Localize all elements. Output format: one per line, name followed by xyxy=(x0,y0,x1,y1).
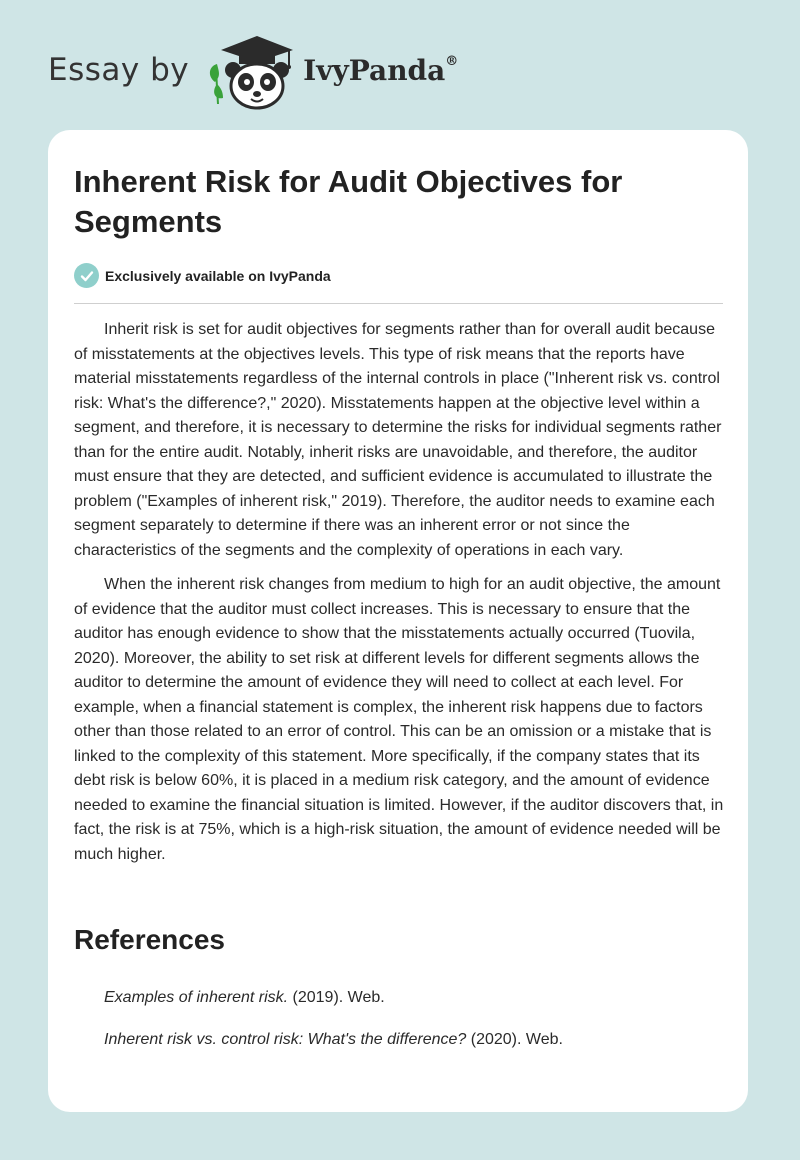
essay-by-label: Essay by xyxy=(48,52,190,88)
site-header xyxy=(48,30,458,110)
reference-title: Examples of inherent risk. xyxy=(104,989,289,1006)
reference-detail: (2020). Web. xyxy=(466,1031,563,1048)
paragraph: When the inherent risk changes from medium to high for an audit objective, the amount of evidence that the auditor must collect increases. This is necessary to ensure that the auditor has enough evidence to show that the misstatements actually occurred (Tuovila, 2020). Moreover, the ability to set risk at different levels for different segments allows the auditor to determine the amount of evidence they will need to collect at each level. For example, when a financial statement is complex, the inherent risk happens due to factors other than those related to an error of control. This can be an omission or a mistake that is linked to the complexity of this statement. More specifically, if the company states that its debt risk is below 60%, it is placed in a medium risk category, and the amount of evidence needed to examine the financial situation is limited. However, if the auditor discovers that, in fact, the risk is at 75%, which is a high-risk situation, the amount of evidence needed will be much higher. xyxy=(74,576,724,863)
divider xyxy=(74,303,723,304)
references-heading: References xyxy=(74,924,225,955)
paragraph: Inherit risk is set for audit objectives for segments rather than for overall audit because of misstatements at the objectives levels. This type of risk means that the reports have material misstatements regardless of the internal controls in place ("Inherent risk vs. control risk: What's the difference?," 2020). Misstatements happen at the objective level within a segment, and therefore, it is necessary to determine the risks for individual segments rather than for the entire audit. Notably, inherit risks are unavoidable, and therefore, the auditor must ensure that they are detected, and sufficient evidence is accumulated to illustrate the problem ("Examples of inherent risk," 2019). Therefore, the auditor needs to examine each segment separately to determine if there was an inherent error or not since the characteristics of the segments and the complexity of operations in each vary. xyxy=(74,321,722,559)
registered-mark: ® xyxy=(445,54,459,70)
page-title: Inherent Risk for Audit Objectives for Segments xyxy=(74,164,623,239)
exclusive-label: Exclusively available on IvyPanda xyxy=(105,267,331,284)
essay-body xyxy=(74,318,724,877)
check-icon xyxy=(74,263,99,288)
reference-item xyxy=(104,989,385,1007)
reference-detail: (2019). Web. xyxy=(288,989,385,1006)
brand-text: IvyPanda xyxy=(303,53,446,87)
brand-name[interactable] xyxy=(303,54,458,87)
essay-card xyxy=(48,130,748,1112)
reference-item xyxy=(104,1031,563,1049)
exclusive-badge xyxy=(74,263,331,288)
panda-graduate-icon xyxy=(203,30,299,110)
reference-title: Inherent risk vs. control risk: What's the difference? xyxy=(104,1031,467,1048)
